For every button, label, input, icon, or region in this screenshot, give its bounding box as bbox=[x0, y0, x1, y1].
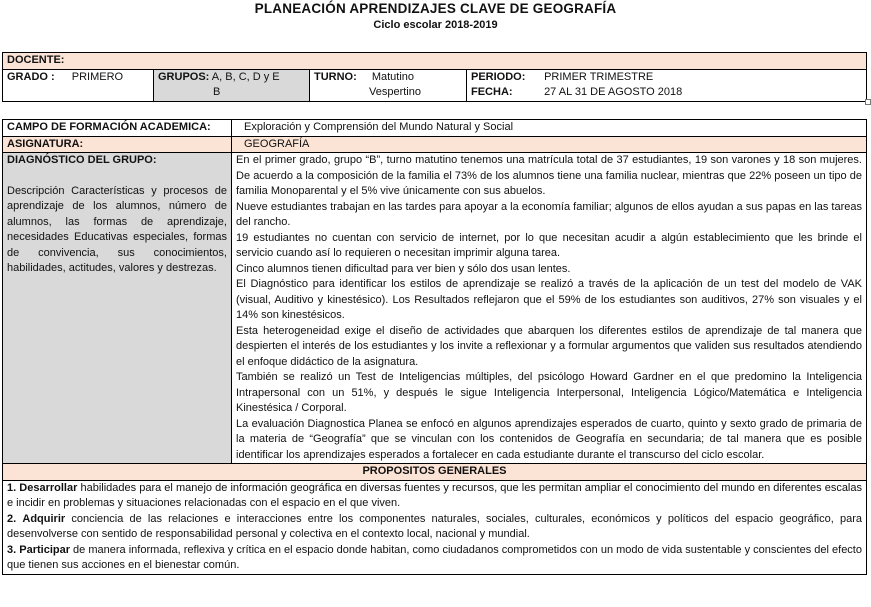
diagnostico-description: Descripción Características y procesos de aprendizaje de los alumnos, número de alumnos, las formas de aprendizaje, necesidades Educativas especiales, formas de convivencia, sus conocimientos, habilidades, actitudes, valores y destrezas. bbox=[7, 184, 227, 274]
diagnostico-paragraph: Esta heterogeneidad exige el diseño de actividades que abarquen los diferentes estilos de aprendizaje de tal manera que despierten el interés de los estudiantes y los invite a reflexionar y a formular argumentos que validen sus resultados atendiendo el enfoque didáctico de la asignatura. bbox=[236, 324, 862, 368]
grado-label: GRADO : bbox=[7, 70, 55, 83]
proposito-verb: Desarrollar bbox=[19, 481, 78, 494]
campo-label: CAMPO DE FORMACIÓN ACADEMICA: bbox=[3, 120, 232, 137]
grupo-value: B bbox=[213, 86, 221, 98]
document-title: PLANEACIÓN APRENDIZAJES CLAVE DE GEOGRAFÍA bbox=[254, 1, 617, 16]
turno-value-1: Matutino bbox=[371, 70, 415, 83]
diagnostico-paragraph: El Diagnóstico para identificar los estilos de aprendizaje se realizó a través de la aplicación de un test del modelo de VAK (visual, Auditivo y kinestésico). Los Resultados reflejaron que el 59% de los estudiantes son auditivos, 27% son visuales y el 14% son kinestésicos. bbox=[236, 278, 862, 321]
diagnostico-paragraph: También se realizó un Test de Inteligencias múltiples, del psicólogo Howard Gardner en el que predomino la Inteligencia Intrapersonal con un 51%, y después le sigue Inteligencia Interpersonal, Inteligencia Lógico/Matemática e Inteligencia Kinestésica / Corporal. bbox=[236, 371, 862, 414]
asignatura-label: ASIGNATURA: bbox=[3, 136, 232, 153]
periodo-label: PERIODO: bbox=[471, 70, 526, 83]
proposito-text: habilidades para el manejo de información geográfica en diversas fuentes y recursos, que les permitan ampliar el conocimiento del mundo en diferentes escalas e incidir en problemas y situaciones relacionadas con el espacio en el que viven. bbox=[7, 481, 862, 509]
periodo-value: PRIMER TRIMESTRE bbox=[544, 70, 654, 83]
diagnostico-paragraph: Cinco alumnos tienen dificultad para ver bien y sólo dos usan lentes. bbox=[236, 262, 571, 275]
proposito-text: conciencia de las relaciones e interacciones entre los componentes naturales, sociales, culturales, económicos y políticos del espacio geográfico, para desenvolverse con sentido de responsabilidad personal y colectiva en el contexto local, nacional y mundial. bbox=[7, 512, 862, 540]
proposito-text: de manera informada, reflexiva y crítica en el espacio donde habitan, como ciudadanos comprometidos con un modo de vida sustentable y conscientes del efecto que tienen sus acciones en el bienestar común. bbox=[7, 543, 862, 571]
proposito-verb: Participar bbox=[19, 543, 70, 556]
diagnostico-paragraph: En el primer grado, grupo “B”, turno matutino tenemos una matrícula total de 37 estudiantes, 19 son varones y 18 son mujeres. De acuerdo a la composición de la familia el 73% de los alumnos tiene una familia nuclear, mientras que 22% poseen un tipo de familia Monoparental y el 5% vive únicamente con sus abuelos. bbox=[236, 154, 862, 197]
proposito-number: 1. bbox=[7, 481, 17, 494]
proposito-number: 2. bbox=[7, 512, 17, 525]
docente-label: DOCENTE: bbox=[3, 53, 867, 70]
diagnostico-label: DIAGNÓSTICO DEL GRUPO: bbox=[7, 154, 157, 166]
turno-cell bbox=[310, 69, 467, 101]
diagnostico-paragraph: La evaluación Diagnostica Planea se enfocó en algunos aprendizajes esperados de cuarto, quinto y sexto grado de primaria de la materia de “Geografía” que se vinculan con los contenidos de Geografía en secundaria; de tal manera que es posible identificar los aprendizajes esperados a fortalecer en cada estudiante durante el transcurso del ciclo escolar. bbox=[236, 417, 862, 461]
grado-cell bbox=[3, 69, 154, 101]
grupos-value: A, B, C, D y E bbox=[211, 70, 280, 83]
proposito-item bbox=[7, 512, 862, 543]
cell-marker bbox=[865, 99, 871, 105]
teacher-info-table bbox=[2, 52, 867, 102]
propositos-content bbox=[3, 480, 867, 574]
proposito-item bbox=[7, 543, 862, 574]
proposito-number: 3. bbox=[7, 543, 17, 556]
grupos-cell bbox=[154, 69, 310, 101]
planning-table bbox=[2, 119, 867, 575]
grado-value: PRIMERO bbox=[71, 70, 124, 83]
turno-label: TURNO: bbox=[314, 70, 357, 83]
document-subtitle: Ciclo escolar 2018-2019 bbox=[373, 19, 498, 31]
proposito-item bbox=[7, 481, 862, 512]
diagnostico-content bbox=[232, 153, 867, 464]
fecha-label: FECHA: bbox=[471, 86, 513, 98]
diagnostico-paragraph: 19 estudiantes no cuentan con servicio de internet, por lo que necesitan acudir a algún establecimiento que les brinde el servicio cuando así lo requieren o necesitan imprimir alguna tarea. bbox=[236, 231, 862, 259]
fecha-value: 27 AL 31 DE AGOSTO 2018 bbox=[544, 86, 683, 98]
turno-value-2: Vespertino bbox=[369, 86, 421, 98]
diagnostico-cell bbox=[3, 153, 232, 464]
diagnostico-paragraph: Nueve estudiantes trabajan en las tardes para apoyar a la economía familiar; algunos de ellos ayudan a sus papas en las tareas del rancho. bbox=[236, 200, 862, 228]
campo-value: Exploración y Comprensión del Mundo Natural y Social bbox=[232, 120, 867, 137]
proposito-verb: Adquirir bbox=[22, 512, 66, 525]
propositos-header: PROPOSITOS GENERALES bbox=[3, 464, 867, 481]
periodo-cell bbox=[467, 69, 867, 101]
grupos-label: GRUPOS: bbox=[158, 70, 210, 83]
asignatura-value: GEOGRAFÍA bbox=[232, 136, 867, 153]
